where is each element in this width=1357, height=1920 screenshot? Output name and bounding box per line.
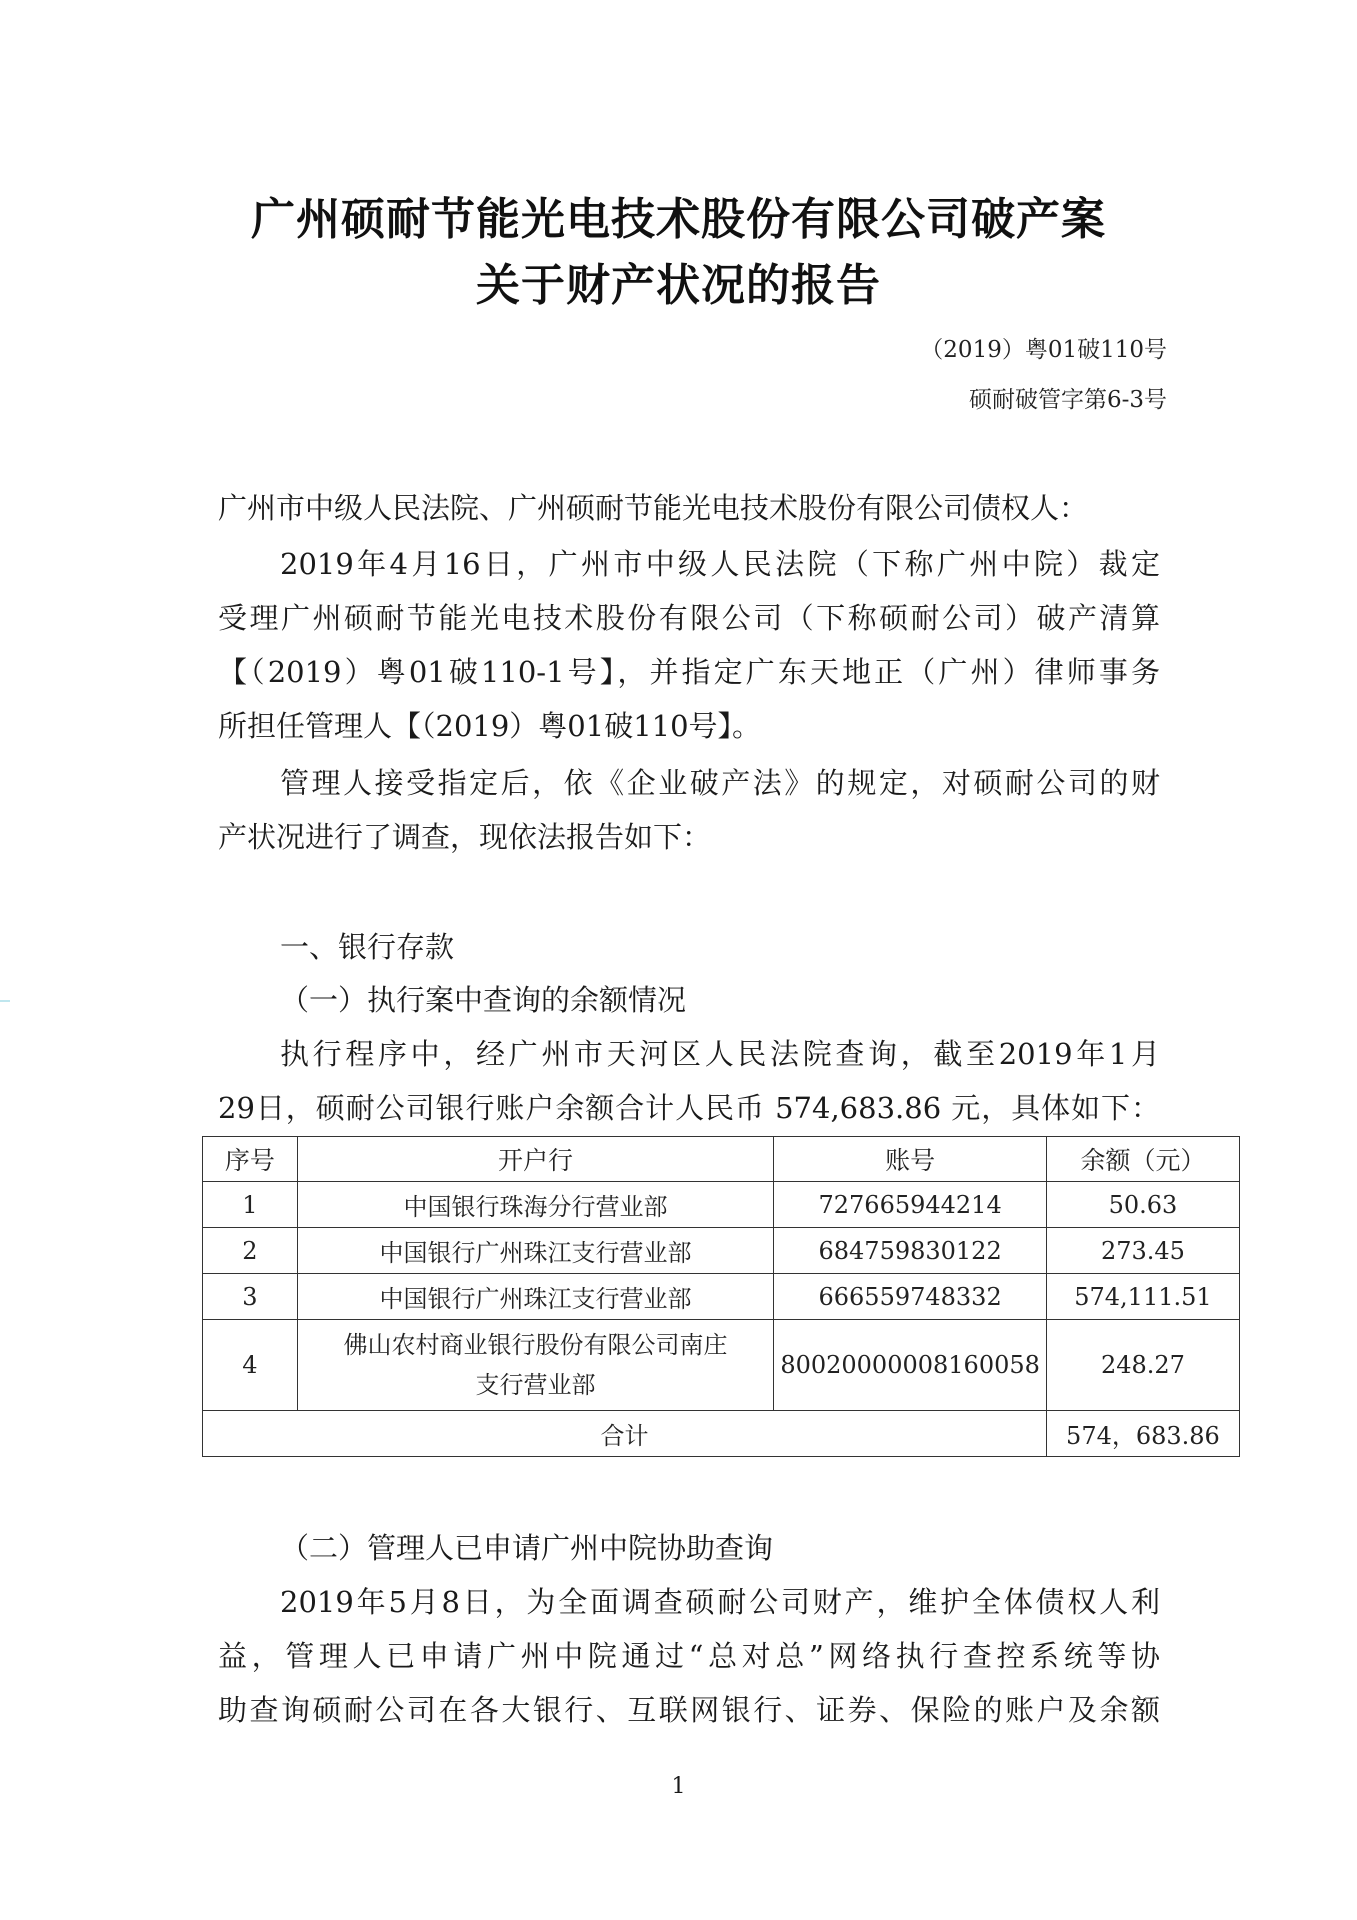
total-value: 574，683.86 xyxy=(1046,1411,1239,1457)
header-bank: 开户行 xyxy=(297,1137,774,1182)
report-title-line2: 关于财产状况的报告 xyxy=(476,260,881,311)
row-bank-line1: 佛山农村商业银行股份有限公司南庄 xyxy=(343,1331,728,1359)
document-number: 硕耐破管字第6-3号 xyxy=(968,387,1167,413)
row-bank: 中国银行广州珠江支行营业部 xyxy=(297,1228,774,1274)
paragraph1-line2: 受理广州硕耐节能光电技术股份有限公司（下称硕耐公司）破产清算 xyxy=(218,601,1160,635)
row-seq: 3 xyxy=(203,1274,298,1320)
table-row xyxy=(203,1320,1240,1411)
section1-intro-line2: 29日，硕耐公司银行账户余额合计人民币 574,683.86 元，具体如下： xyxy=(218,1091,1160,1125)
section1-subheading: （一）执行案中查询的余额情况 xyxy=(280,983,687,1017)
header-seq: 序号 xyxy=(203,1137,298,1182)
row-account: 80020000008160058 xyxy=(774,1320,1047,1411)
section1-subheading2: （二）管理人已申请广州中院协助查询 xyxy=(280,1531,774,1565)
addressee: 广州市中级人民法院、广州硕耐节能光电技术股份有限公司债权人： xyxy=(218,491,1089,525)
report-title-line1: 广州硕耐节能光电技术股份有限公司破产案 xyxy=(251,194,1106,245)
total-label: 合计 xyxy=(203,1411,1047,1457)
bank-balance-table xyxy=(202,1136,1240,1457)
row-account: 666559748332 xyxy=(774,1274,1047,1320)
paragraph1-line3: 【（2019）粤01破110-1号】，并指定广东天地正（广州）律师事务 xyxy=(218,655,1160,689)
section1b-line2: 益，管理人已申请广州中院通过“总对总”网络执行查控系统等协 xyxy=(218,1639,1160,1673)
table-row xyxy=(203,1228,1240,1274)
row-bank: 中国银行广州珠江支行营业部 xyxy=(297,1274,774,1320)
row-seq: 4 xyxy=(203,1320,298,1411)
row-bank xyxy=(297,1320,774,1411)
table-header-row xyxy=(203,1137,1240,1182)
row-balance: 248.27 xyxy=(1046,1320,1239,1411)
row-seq: 1 xyxy=(203,1182,298,1228)
row-seq: 2 xyxy=(203,1228,298,1274)
row-balance: 50.63 xyxy=(1046,1182,1239,1228)
row-bank-line2: 支行营业部 xyxy=(475,1371,596,1399)
paragraph1-line4: 所担任管理人【（2019）粤01破110号】。 xyxy=(218,709,762,743)
row-balance: 574,111.51 xyxy=(1046,1274,1239,1320)
header-account: 账号 xyxy=(774,1137,1047,1182)
header-balance: 余额（元） xyxy=(1046,1137,1239,1182)
section1b-line1: 2019年5月8日，为全面调查硕耐公司财产，维护全体债权人利 xyxy=(280,1585,1160,1619)
scan-artifact xyxy=(0,1000,10,1002)
row-balance: 273.45 xyxy=(1046,1228,1239,1274)
table-row xyxy=(203,1274,1240,1320)
paragraph2-line1: 管理人接受指定后，依《企业破产法》的规定，对硕耐公司的财 xyxy=(280,766,1160,800)
paragraph1-line1: 2019年4月16日，广州市中级人民法院（下称广州中院）裁定 xyxy=(280,547,1160,581)
table-row xyxy=(203,1182,1240,1228)
section1-intro-line1: 执行程序中，经广州市天河区人民法院查询，截至2019年1月 xyxy=(280,1037,1160,1071)
section1b-line3: 助查询硕耐公司在各大银行、互联网银行、证券、保险的账户及余额 xyxy=(218,1693,1160,1727)
row-account: 727665944214 xyxy=(774,1182,1047,1228)
table-total-row xyxy=(203,1411,1240,1457)
case-number: （2019）粤01破110号 xyxy=(920,337,1167,363)
section1-heading: 一、银行存款 xyxy=(280,930,455,964)
row-bank: 中国银行珠海分行营业部 xyxy=(297,1182,774,1228)
row-account: 684759830122 xyxy=(774,1228,1047,1274)
page-number: 1 xyxy=(671,1774,686,1799)
paragraph2-line2: 产状况进行了调查，现依法报告如下： xyxy=(218,820,712,854)
